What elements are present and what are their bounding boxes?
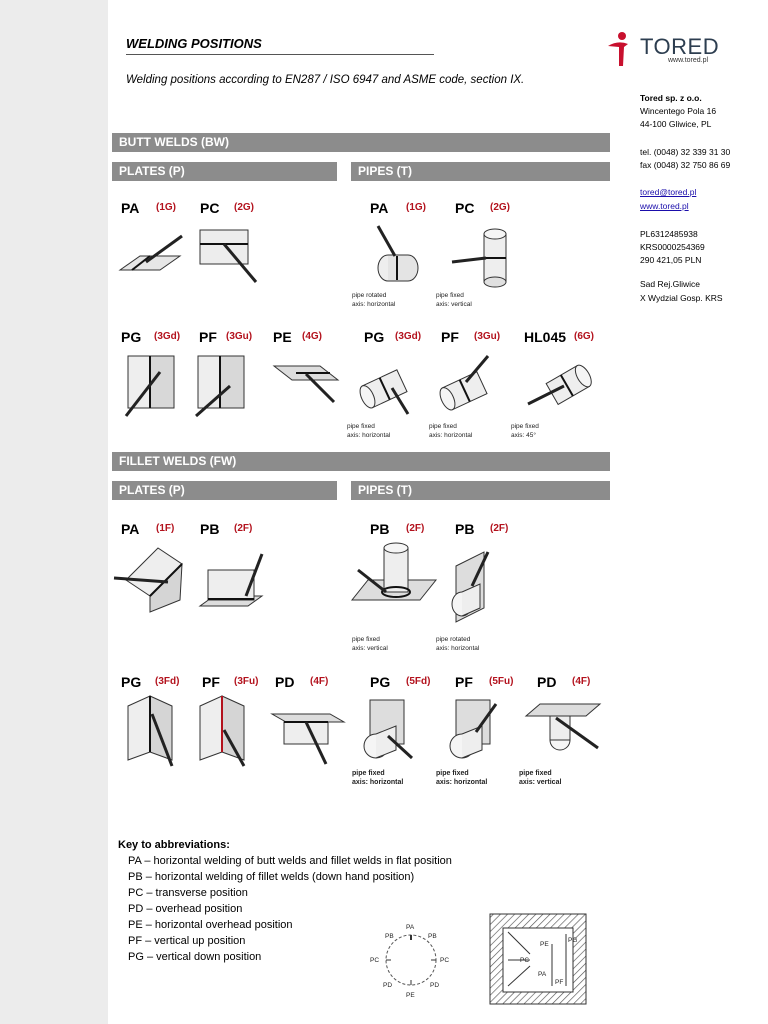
room-label: PA	[538, 971, 547, 978]
key-abbr: PF	[128, 935, 143, 947]
key-abbr: PC	[128, 887, 144, 899]
fw-pipe-pf-illustration	[450, 700, 496, 758]
key-abbr: PB	[128, 871, 143, 883]
company-nip: PL6312485938	[640, 229, 698, 239]
pos-label: PG	[121, 329, 142, 345]
caption-line: pipe rotated	[436, 636, 471, 643]
caption-line: axis: horizontal	[352, 779, 404, 786]
bw-pe-illustration	[274, 366, 338, 402]
circle-label: PD	[430, 982, 440, 989]
caption-line: pipe fixed	[347, 423, 375, 430]
fw-pd-illustration	[272, 714, 344, 764]
bw-pipe-pf-illustration	[437, 356, 488, 412]
key-item	[128, 917, 293, 933]
company-krs: KRS0000254369	[640, 242, 705, 252]
key-text: – vertical up position	[142, 935, 246, 947]
pos-code: (4F)	[572, 676, 591, 687]
room-position-diagram	[490, 914, 586, 1004]
key-abbr: PE	[128, 919, 143, 931]
key-text: – horizontal welding of butt welds and fillet welds in flat position	[141, 855, 452, 867]
bw-pipe-hl045-illustration	[528, 363, 595, 405]
section-band-butt-welds: BUTT WELDS (BW)	[112, 133, 610, 152]
company-name: Tored sp. z o.o.	[640, 93, 702, 103]
band-bw-pipes: PIPES (T)	[351, 162, 610, 181]
caption-line: axis: horizontal	[436, 645, 480, 652]
pos-code: (3Gd)	[395, 331, 422, 342]
room-label: PF	[555, 979, 564, 986]
pos-code: (2G)	[490, 202, 510, 213]
bw-pf-illustration	[196, 356, 244, 416]
caption-line: pipe fixed	[436, 292, 464, 299]
pos-code: (3Fu)	[234, 676, 259, 687]
website-link[interactable]: www.tored.pl	[640, 201, 689, 211]
pos-label: PF	[199, 329, 217, 345]
pos-code: (3Gd)	[154, 331, 181, 342]
key-item	[128, 933, 245, 949]
circle-label: PE	[406, 992, 415, 999]
fw-pipe-pg-illustration	[364, 700, 412, 758]
fw-pb-illustration	[200, 554, 262, 606]
bw-pipe-pc-illustration	[452, 229, 506, 287]
key-abbr: PG	[128, 951, 144, 963]
pos-label: PG	[364, 329, 385, 345]
pos-label: PC	[200, 200, 220, 216]
caption-line: pipe fixed	[519, 770, 552, 777]
bw-pipe-pa-illustration	[378, 226, 418, 281]
caption-line: pipe fixed	[436, 770, 469, 777]
bw-pa-illustration	[120, 236, 182, 270]
key-item	[128, 901, 242, 917]
pos-code: (2F)	[234, 523, 253, 534]
fw-pipe-pd-illustration	[526, 704, 600, 750]
intro-text: Welding positions according to EN287 / ISO 6947 and ASME code, section IX.	[126, 74, 525, 86]
pos-code: (5Fd)	[406, 676, 431, 687]
caption-line: axis: vertical	[436, 301, 472, 308]
pos-label: PB	[455, 521, 475, 537]
circle-label: PA	[406, 924, 415, 931]
band-fw-pipes: PIPES (T)	[351, 481, 610, 500]
circle-label: PC	[440, 957, 450, 964]
pos-code: (5Fu)	[489, 676, 514, 687]
pos-code: (2G)	[234, 202, 254, 213]
email-link[interactable]: tored@tored.pl	[640, 187, 697, 197]
company-street: Wincentego Pola 16	[640, 106, 717, 116]
pos-code: (2F)	[490, 523, 509, 534]
pos-label: HL045	[524, 329, 567, 345]
pos-code: (4F)	[310, 676, 329, 687]
pos-code: (4G)	[302, 331, 322, 342]
pos-label: PF	[202, 674, 220, 690]
key-item	[128, 885, 248, 901]
fw-pipe-pb-rotated-illustration	[452, 552, 488, 622]
brand-name: TORED	[640, 34, 720, 59]
pos-label: PC	[455, 200, 475, 216]
pos-label: PE	[273, 329, 292, 345]
circle-label: PB	[428, 933, 437, 940]
pos-code: (3Gu)	[474, 331, 501, 342]
key-heading: Key to abbreviations:	[118, 839, 230, 851]
room-label: PG	[568, 937, 578, 944]
brand-url: www.tored.pl	[668, 57, 709, 64]
band-bw-plates: PLATES (P)	[112, 162, 337, 181]
key-abbr: PA	[128, 855, 142, 867]
caption-line: pipe fixed	[429, 423, 457, 430]
pos-code: (2F)	[406, 523, 425, 534]
pos-code: (6G)	[574, 331, 594, 342]
caption-line: axis: horizontal	[352, 301, 396, 308]
bw-pg-illustration	[126, 356, 174, 416]
key-item	[128, 869, 414, 885]
company-fax: fax (0048) 32 750 86 69	[640, 160, 731, 170]
circle-label: PB	[385, 933, 394, 940]
pos-label: PD	[275, 674, 295, 690]
pos-label: PA	[121, 200, 140, 216]
caption-line: axis: horizontal	[436, 779, 488, 786]
company-court: Sad Rej.Gliwice	[640, 279, 700, 289]
caption-line: axis: horizontal	[429, 432, 473, 439]
circle-label: PD	[383, 982, 393, 989]
pos-label: PG	[121, 674, 142, 690]
bw-pipe-pg-illustration	[357, 370, 408, 414]
section-band-fillet-welds: FILLET WELDS (FW)	[112, 452, 610, 471]
key-text: – horizontal overhead position	[142, 919, 293, 931]
fw-pf-illustration	[200, 696, 244, 766]
key-text: – overhead position	[143, 903, 243, 915]
position-circle-diagram	[386, 935, 436, 985]
caption-line: axis: horizontal	[347, 432, 391, 439]
caption-line: pipe rotated	[352, 292, 387, 299]
bw-pc-illustration	[200, 230, 256, 282]
company-capital: 290 421,05 PLN	[640, 255, 702, 265]
key-abbr: PD	[128, 903, 144, 915]
pos-label: PB	[370, 521, 390, 537]
pos-label: PA	[121, 521, 140, 537]
fw-pipe-pb-vertical-illustration	[352, 543, 436, 600]
company-dept: X Wydzial Gosp. KRS	[640, 293, 723, 303]
caption-line: pipe fixed	[352, 636, 380, 643]
pos-label: PA	[370, 200, 389, 216]
key-text: – vertical down position	[143, 951, 262, 963]
band-fw-plates: PLATES (P)	[112, 481, 337, 500]
pos-code: (1F)	[156, 523, 175, 534]
pos-code: (1G)	[406, 202, 426, 213]
circle-label: PC	[370, 957, 380, 964]
fw-pg-illustration	[128, 696, 172, 766]
pos-label: PB	[200, 521, 220, 537]
room-label: PE	[540, 941, 549, 948]
caption-line: axis: vertical	[352, 645, 388, 652]
caption-line: axis: vertical	[519, 779, 562, 786]
caption-line: pipe fixed	[352, 770, 385, 777]
caption-line: pipe fixed	[511, 423, 539, 430]
caption-line: axis: 45°	[511, 432, 537, 439]
pos-label: PG	[370, 674, 391, 690]
pos-label: PD	[537, 674, 557, 690]
page-title: WELDING POSITIONS	[126, 36, 434, 55]
company-city: 44-100 Gliwice, PL	[640, 119, 712, 129]
fw-pa-illustration	[114, 548, 182, 612]
key-item	[128, 853, 452, 869]
room-label: PC	[520, 957, 530, 964]
key-text: – horizontal welding of fillet welds (down hand position)	[142, 871, 415, 883]
key-item	[128, 949, 261, 965]
pos-label: PF	[455, 674, 473, 690]
pos-code: (1G)	[156, 202, 176, 213]
pos-label: PF	[441, 329, 459, 345]
pos-code: (3Gu)	[226, 331, 253, 342]
pos-code: (3Fd)	[155, 676, 180, 687]
key-text: – transverse position	[143, 887, 248, 899]
company-tel: tel. (0048) 32 339 31 30	[640, 147, 731, 157]
